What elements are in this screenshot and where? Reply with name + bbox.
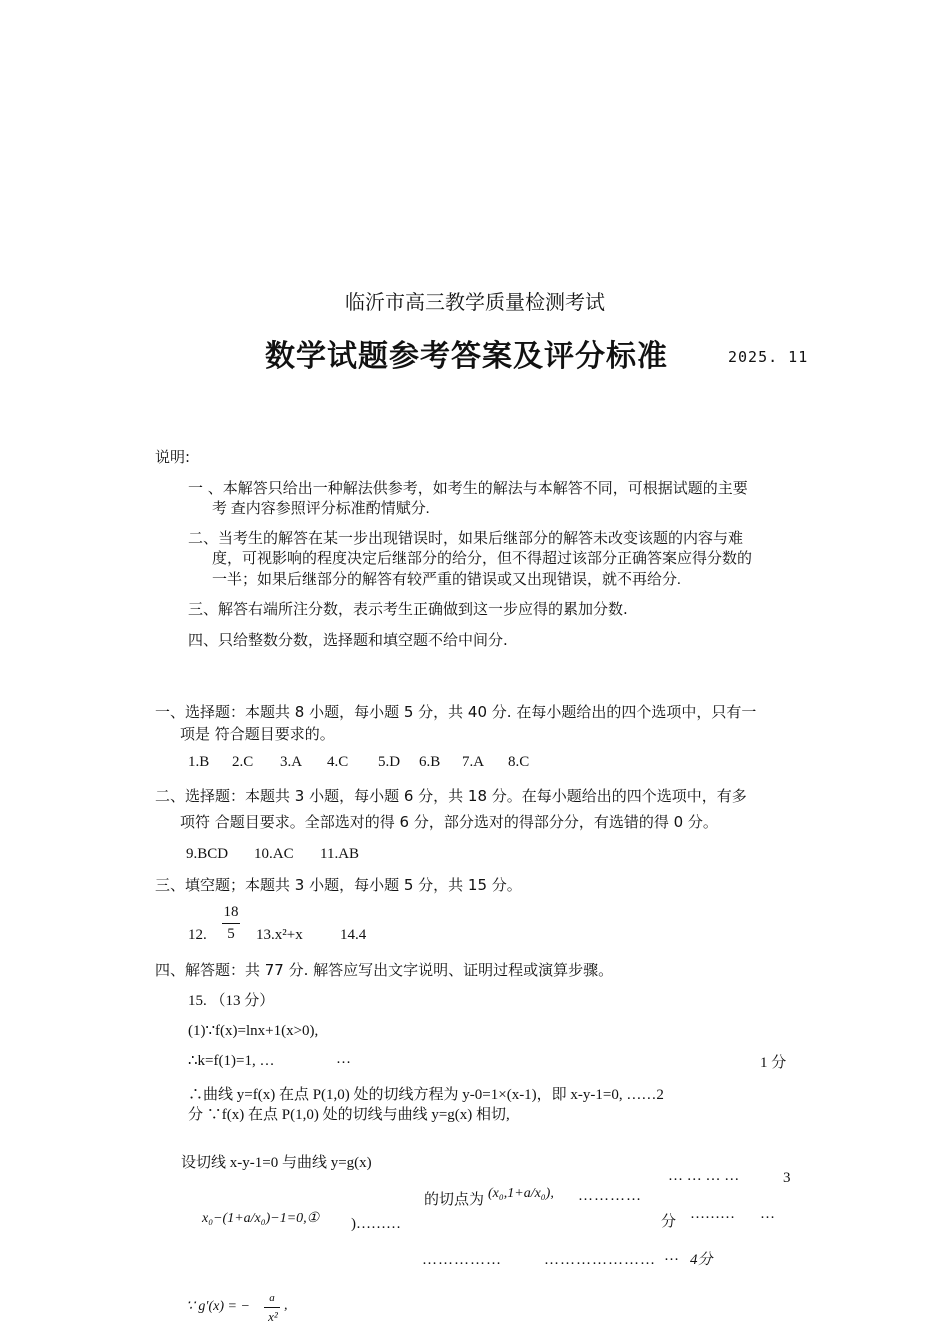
derivative-fraction-bar — [264, 1307, 280, 1308]
note-item-1-line-2: 考 查内容参照评分标准酌情赋分. — [212, 501, 430, 517]
answer-5: 5.D — [378, 754, 401, 770]
notes-label: 说明: — [155, 448, 191, 466]
answer-12-numerator: 18 — [223, 904, 239, 920]
score-4-dots: … — [664, 1248, 679, 1264]
derivative-numerator: a — [269, 1292, 275, 1304]
score-1: 1 分 — [760, 1055, 787, 1071]
note-item-4: 四、只给整数分数，选择题和填空题不给中间分. — [188, 631, 508, 649]
dots-b: ……… — [690, 1206, 735, 1222]
section-1-answers — [0, 754, 950, 776]
fraction-bar — [222, 923, 240, 924]
section-1-title-line-1: 一、选择题：本题共 8 小题，每小题 5 分，共 40 分. 在每小题给出的四个选项中，只有一 — [155, 703, 757, 721]
solution-line-5: 设切线 x-y-1=0 与曲线 y=g(x) — [181, 1155, 372, 1171]
section-2-title-line-2: 项符 合题目要求。全部选对的得 6 分，部分选对的得部分分，有选错的得 0 分。 — [180, 813, 718, 831]
answer-8: 8.C — [508, 754, 530, 770]
answer-1: 1.B — [188, 754, 210, 770]
derivative-expression: ∵ g′(x) = − — [186, 1299, 250, 1314]
tangent-point: (x₀,1+a/x₀), — [488, 1186, 554, 1201]
section-1-title-line-2: 项是 符合题目要求的。 — [180, 725, 335, 743]
page-title: 数学试题参考答案及评分标准 — [265, 339, 668, 374]
solution-line-1: (1)∵f(x)=lnx+1(x>0), — [188, 1023, 319, 1039]
section-4-title: 四、解答题：共 77 分. 解答应写出文字说明、证明过程或演算步骤。 — [155, 961, 614, 979]
answer-12-fraction — [222, 904, 240, 943]
section-2-answers — [0, 846, 950, 868]
answer-12-label: 12. — [188, 927, 207, 943]
note-item-2-line-3: 一半；如果后继部分的解答有较严重的错误或又出现错误，就不再给分. — [212, 572, 681, 588]
answer-6: 6.B — [419, 754, 441, 770]
answer-11: 11.AB — [320, 846, 360, 862]
solution-line-2-dots: … — [336, 1051, 351, 1067]
score-4: 4分 — [690, 1252, 713, 1268]
exam-subtitle: 临沂市高三教学质量检测考试 — [345, 292, 605, 314]
answer-9: 9.BCD — [186, 846, 229, 862]
dots-row-b: ………………… — [544, 1252, 656, 1268]
answer-14: 14.4 — [340, 927, 367, 943]
answer-10: 10.AC — [254, 846, 294, 862]
note-item-3: 三、解答右端所注分数，表示考生正确做到这一步应得的累加分数. — [188, 600, 628, 618]
solution-line-3: ∴曲线 y=f(x) 在点 P(1,0) 处的切线方程为 y-0=1×(x-1)，即 x-y-1=0, ……2 — [188, 1087, 664, 1103]
dots-row-1: … … … … — [668, 1168, 740, 1184]
section-2-title-line-1: 二、选择题：本题共 3 小题，每小题 6 分，共 18 分。在每小题给出的四个选项中，有多 — [155, 787, 747, 805]
solution-line-2: ∴k=f(1)=1, … — [188, 1053, 275, 1069]
equation-1: x₀−(1+a/x₀)−1=0,① — [202, 1211, 320, 1226]
answer-2: 2.C — [232, 754, 254, 770]
section-3-title: 三、填空题；本题共 3 小题，每小题 5 分，共 15 分。 — [155, 876, 522, 894]
note-item-2-line-2: 度，可视影响的程度决定后继部分的给分，但不得超过该部分正确答案应得分数的 — [212, 551, 753, 567]
score-fen: 分 — [661, 1214, 677, 1230]
dots-c: … — [760, 1206, 775, 1222]
score-3: 3 — [783, 1170, 791, 1186]
answer-12-denominator: 5 — [227, 926, 235, 942]
derivative-denominator: x² — [268, 1309, 278, 1324]
question-15-heading: 15. （13 分） — [188, 993, 275, 1009]
note-item-2-line-1: 二、当考生的解答在某一步出现错误时，如果后继部分的解答未改变该题的内容与难 — [188, 529, 744, 547]
tangent-text: 的切点为 — [424, 1192, 485, 1208]
note-item-1-line-1: 一 、本解答只给出一种解法供参考，如考生的解法与本解答不同，可根据试题的主要 — [188, 479, 748, 497]
answer-4: 4.C — [327, 754, 349, 770]
answer-13: 13.x²+x — [256, 927, 303, 943]
derivative-comma: , — [284, 1298, 288, 1313]
answer-7: 7.A — [462, 754, 485, 770]
dots-row-a: …………… — [422, 1252, 502, 1268]
equation-1-paren-dots: )……… — [351, 1216, 401, 1232]
exam-date: 2025. 11 — [728, 348, 809, 366]
tangent-dots: ………… — [578, 1188, 642, 1204]
answer-3: 3.A — [280, 754, 303, 770]
solution-line-4: 分 ∵f(x) 在点 P(1,0) 处的切线与曲线 y=g(x) 相切, — [188, 1107, 510, 1123]
